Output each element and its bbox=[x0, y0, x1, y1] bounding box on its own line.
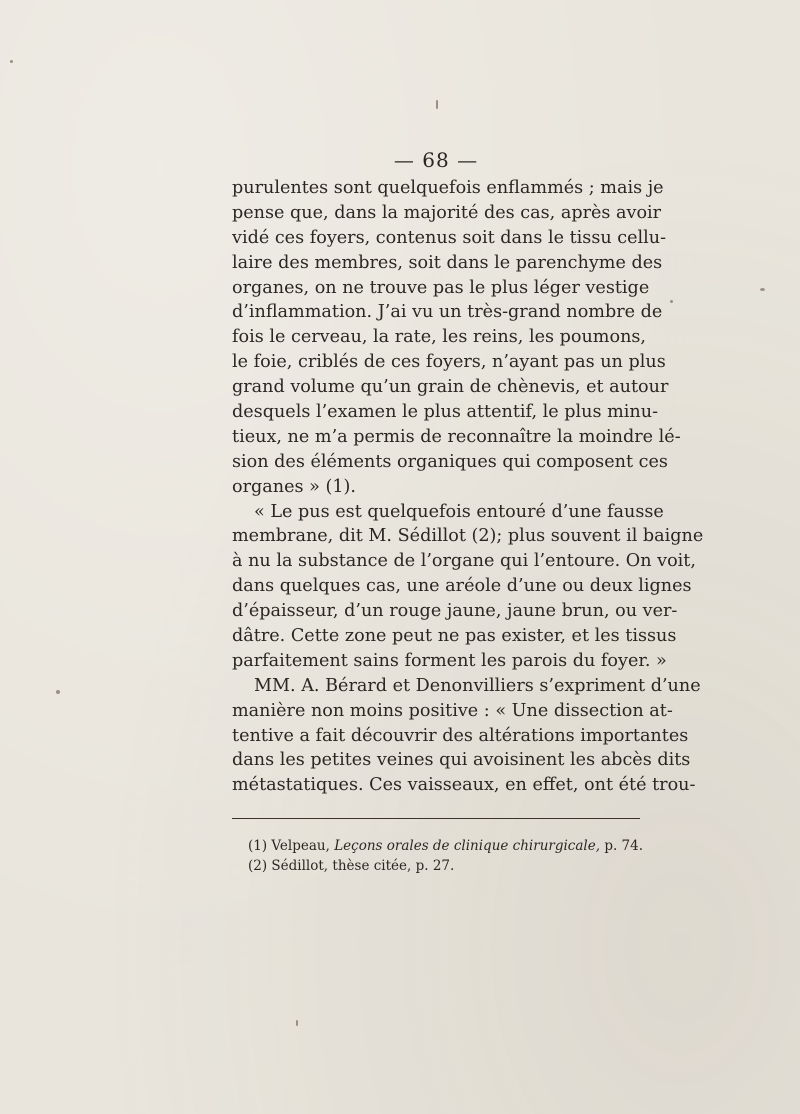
text-line: tentive a fait découvrir des altérations importantes bbox=[232, 725, 689, 746]
paper-speck bbox=[10, 60, 13, 63]
footnote-author: Velpeau, bbox=[271, 838, 330, 854]
footnote-rule bbox=[232, 818, 640, 819]
footnote-2 bbox=[248, 856, 648, 876]
paper-speck bbox=[670, 300, 673, 303]
text-line: tieux, ne m’a permis de reconnaître la moindre lé- bbox=[232, 426, 681, 447]
paper-speck bbox=[296, 1020, 298, 1026]
text-line: dâtre. Cette zone peut ne pas exister, et les tissus bbox=[232, 626, 677, 647]
paragraph-start-line: « Le pus est quelquefois entouré d’une fausse bbox=[254, 501, 664, 522]
text-line: dans quelques cas, une aréole d’une ou deux lignes bbox=[232, 576, 692, 597]
page-number: — 68 — bbox=[393, 148, 479, 172]
paragraph-end-line: parfaitement sains forment les parois du foyer. » bbox=[232, 650, 667, 671]
footnotes bbox=[248, 836, 648, 876]
paper-speck bbox=[760, 288, 765, 291]
footnote-title: Leçons orales de clinique chirurgicale, bbox=[334, 838, 601, 854]
text-line: desquels l’examen le plus attentif, le plus minu- bbox=[232, 402, 659, 423]
footnote-author: Sédillot, bbox=[271, 858, 329, 874]
footnote-marker: (1) bbox=[248, 838, 268, 854]
text-line: membrane, dit M. Sédillot (2); plus souvent il baigne bbox=[232, 526, 704, 547]
text-line: le foie, criblés de ces foyers, n’ayant pas un plus bbox=[232, 352, 666, 373]
text-line: purulentes sont quelquefois enflammés ; mais je bbox=[232, 178, 664, 198]
text-line: fois le cerveau, la rate, les reins, les poumons, bbox=[232, 327, 647, 348]
paper-speck bbox=[56, 690, 60, 694]
footnote-1 bbox=[248, 836, 648, 856]
text-line: métastatiques. Ces vaisseaux, en effet, ont été trou- bbox=[232, 775, 696, 796]
paragraph-start-line: MM. A. Bérard et Denonvilliers s’expriment d’une bbox=[254, 675, 701, 696]
text-line: pense que, dans la majorité des cas, après avoir bbox=[232, 202, 662, 223]
paragraph-end-line: organes » (1). bbox=[232, 476, 356, 497]
text-line: laire des membres, soit dans le parenchyme des bbox=[232, 252, 663, 273]
footnote-marker: (2) bbox=[248, 858, 268, 874]
paper-speck bbox=[436, 100, 438, 109]
text-line: grand volume qu’un grain de chènevis, et autour bbox=[232, 377, 669, 398]
text-line: sion des éléments organiques qui composent ces bbox=[232, 451, 668, 472]
footnote-reference: p. 74. bbox=[604, 838, 644, 854]
text-line: d’épaisseur, d’un rouge jaune, jaune brun, ou ver- bbox=[232, 601, 678, 622]
text-line: vidé ces foyers, contenus soit dans le tissu cellu- bbox=[232, 227, 667, 248]
footnote-reference: thèse citée, p. 27. bbox=[332, 858, 455, 874]
text-line: d’inflammation. J’ai vu un très-grand nombre de bbox=[232, 302, 663, 323]
text-line: dans les petites veines qui avoisinent les abcès dits bbox=[232, 750, 691, 771]
body-text bbox=[232, 176, 704, 798]
text-line: manière non moins positive : « Une dissection at- bbox=[232, 700, 673, 721]
text-line: à nu la substance de l’organe qui l’entoure. On voit, bbox=[232, 551, 696, 572]
text-line: organes, on ne trouve pas le plus léger vestige bbox=[232, 277, 650, 298]
